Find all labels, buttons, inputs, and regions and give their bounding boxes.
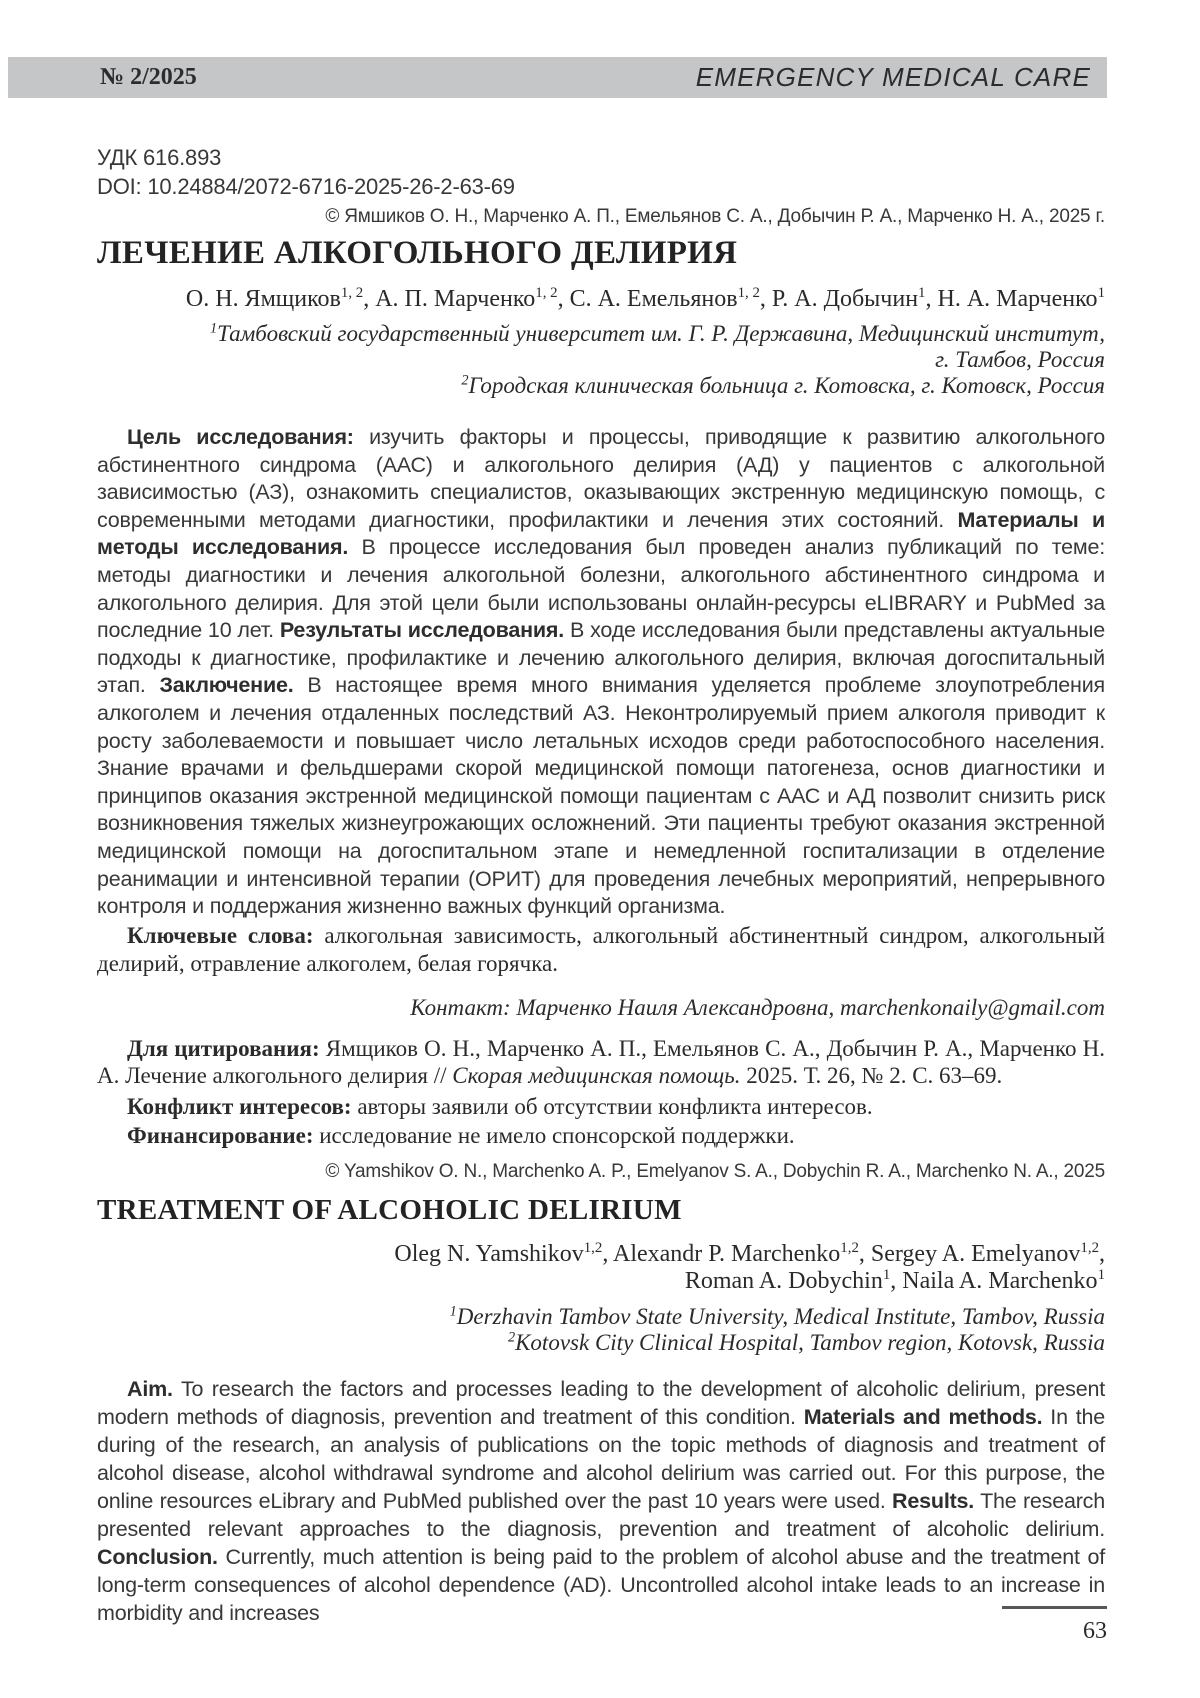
author: О. Н. Ямщиков bbox=[185, 286, 341, 312]
conflict-label: Конфликт интересов: bbox=[127, 1093, 352, 1119]
authors-en-line: Oleg N. Yamshikov$^{1,2}$, Alexandr P. Marchenko$^{1,2}$, Sergey A. Emelyanov$^{1,2}$, bbox=[394, 1239, 1105, 1267]
citation-label: Для цитирования: bbox=[127, 1035, 320, 1061]
contact-line: Контакт: Марченко Наиля Александровна, marchenkonaily@gmail.com bbox=[410, 994, 1105, 1020]
conflict-of-interest: Конфликт интересов: авторы заявили об отсутствии конфликта интересов. bbox=[127, 1093, 873, 1119]
author-affil-marker: 1 bbox=[1097, 1266, 1105, 1283]
affiliation-line: $^1$Тамбовский государственный университет им. Г. Р. Державина, Медицинский институт, bbox=[210, 320, 1105, 346]
affiliation-line: г. Тамбов, Россия bbox=[935, 347, 1105, 372]
author: Naila A. Marchenko bbox=[902, 1267, 1098, 1294]
doi-code: DOI: 10.24884/2072-6716-2025-26-2-63-69 bbox=[97, 174, 515, 199]
author: А. П. Марченко bbox=[375, 286, 536, 312]
author-affil-marker: 1,2 bbox=[1080, 1239, 1099, 1256]
author: Sergey A. Emelyanov bbox=[870, 1240, 1081, 1267]
abstract-section-label: Результаты исследования. bbox=[279, 618, 565, 643]
author: С. А. Емельянов bbox=[569, 286, 738, 312]
abstract-section-label: Conclusion. bbox=[97, 1544, 218, 1569]
authors-en bbox=[97, 1241, 1105, 1295]
abstract-section-label: Заключение. bbox=[159, 673, 294, 698]
journal-name: EMERGENCY MEDICAL CARE bbox=[695, 62, 1091, 92]
article-title-en: TREATMENT OF ALCOHOLIC DELIRIUM bbox=[97, 1193, 682, 1226]
authors-ru: О. Н. Ямщиков$^{1, 2}$, А. П. Марченко$^{1, 2}$, С. А. Емельянов$^{1, 2}$, Р. А. Добычин$^1$, Н. А. Марченко$^1$ bbox=[185, 285, 1105, 312]
abstract-section-label: Материалы и методы исследования. bbox=[97, 507, 1105, 560]
abstract-section-label: Results. bbox=[892, 1488, 975, 1513]
citation-ru: Для цитирования: Ямщиков О. Н., Марченко А. П., Емельянов С. А., Добычин Р. А., Марченко Н. А. Лечение алкогольного делирия // Скорая медицинская помощь. 2025. Т. 26, № 2. С. 63–69. bbox=[97, 1035, 1105, 1089]
author: Р. А. Добычин bbox=[771, 286, 919, 312]
keywords-ru: Ключевые слова: алкогольная зависимость, алкогольный абстинентный синдром, алкогольный делирий, отравление алкоголем, белая горячка. bbox=[97, 922, 1105, 976]
author-affil-marker: 1, 2 bbox=[737, 285, 760, 301]
funding-label: Финансирование: bbox=[127, 1123, 314, 1149]
author: Roman A. Dobychin bbox=[684, 1267, 883, 1294]
page-number: 63 bbox=[1083, 1618, 1107, 1644]
journal-title: Скорая медицинская помощь. bbox=[452, 1063, 741, 1089]
copyright-ru: © Ямшиков О. Н., Марченко А. П., Емельянов С. А., Добычин Р. А., Марченко Н. А., 2025 г. bbox=[325, 206, 1105, 227]
authors-en-line: Roman A. Dobychin$^1$, Naila A. Marchenko$^1$ bbox=[684, 1266, 1105, 1294]
keywords-label: Ключевые слова: bbox=[127, 922, 314, 948]
abstract-section-label: Aim. bbox=[127, 1376, 173, 1401]
author-affil-marker: 1,2 bbox=[840, 1239, 859, 1256]
copyright-en: © Yamshikov O. N., Marchenko A. P., Emelyanov S. A., Dobychin R. A., Marchenko N. A., 2025 bbox=[325, 1160, 1105, 1182]
author-affil-marker: 1,2 bbox=[583, 1239, 603, 1256]
affiliation-line: $^2$Городская клиническая больница г. Котовска, г. Котовск, Россия bbox=[461, 372, 1105, 398]
affiliations-ru bbox=[97, 321, 1105, 399]
author-affil-marker: 1 bbox=[918, 285, 926, 301]
article-title-ru: ЛЕЧЕНИЕ АЛКОГОЛЬНОГО ДЕЛИРИЯ bbox=[97, 235, 738, 271]
funding: Финансирование: исследование не имело спонсорской поддержки. bbox=[127, 1123, 795, 1149]
author-affil-marker: 1 bbox=[1097, 285, 1105, 301]
author-affil-marker: 1, 2 bbox=[340, 285, 364, 301]
footer-rule bbox=[1002, 1606, 1107, 1609]
affiliation-line: $^2$Kotovsk City Clinical Hospital, Tambov region, Kotovsk, Russia bbox=[507, 1329, 1105, 1355]
author: Alexandr P. Marchenko bbox=[613, 1240, 841, 1267]
affiliation-line: $^1$Derzhavin Tambov State University, Medical Institute, Tambov, Russia bbox=[449, 1303, 1105, 1329]
author-affil-marker: 1, 2 bbox=[535, 285, 558, 301]
abstract-section-label: Цель исследования: bbox=[127, 425, 354, 449]
author-affil-marker: 1 bbox=[882, 1266, 891, 1283]
author: Н. А. Марченко bbox=[937, 286, 1098, 312]
abstract-en: Aim. To research the factors and processes leading to the development of alcoholic delirium, present modern methods of diagnosis, prevention and treatment of this condition. Materials and methods. In the during of the research, an analysis of publications on the topic methods of diagnosis and treatment of alcohol disease, alcohol withdrawal syndrome and alcohol delirium was carried out. For this purpose, the online resources eLibrary and PubMed published over the past 10 years were used. Results. The research presented relevant approaches to the diagnosis, prevention and treatment of alcoholic delirium. Conclusion. Currently, much attention is being paid to the problem of alcohol abuse and the treatment of long-term consequences of alcohol dependence (AD). Uncontrolled alcohol intake leads to an increase in morbidity and increases bbox=[97, 1376, 1105, 1625]
abstract-ru: Цель исследования: изучить факторы и процессы, приводящие к развитию алкогольного абстинентного синдрома (ААС) и алкогольного делирия (АД) у пациентов с алкогольной зависимостью (АЗ), ознакомить специалистов, оказывающих экстренную медицинскую помощь, с современными методами диагностики, профилактики и лечения этих состояний. Материалы и методы исследования. В процессе исследования был проведен анализ публикаций по теме: методы диагностики и лечения алкогольной болезни, алкогольного абстинентного синдрома и алкогольного делирия. Для этой цели были использованы онлайн-ресурсы eLIBRARY и PubMed за последние 10 лет. Результаты исследования. В ходе исследования были представлены актуальные подходы к диагностике, профилактике и лечению алкогольного делирия, включая догоспитальный этап. Заключение. В настоящее время много внимания уделяется проблеме злоупотребления алкоголем и лечения отдаленных последствий АЗ. Неконтролируемый прием алкоголя приводит к росту заболеваемости и повышает число летальных исходов среди работоспособного населения. Знание врачами и фельдшерами скорой медицинской помощи патогенеза, основ диагностики и принципов оказания экстренной медицинской помощи пациентам с ААС и АД позволит снизить риск возникновения тяжелых жизнеугрожающих осложнений. Эти пациенты требуют оказания экстренной медицинской помощи на догоспитальном этапе и немедленной госпитализации в отделение реанимации и интенсивной терапии (ОРИТ) для проведения лечебных мероприятий, непрерывного контроля и поддержания жизненно важных функций организма. bbox=[97, 425, 1106, 919]
article-content bbox=[97, 0, 1105, 1627]
issue-number: № 2/2025 bbox=[100, 64, 197, 90]
author: Oleg N. Yamshikov bbox=[394, 1240, 584, 1267]
affiliations-en bbox=[97, 1304, 1105, 1356]
abstract-section-label: Materials and methods. bbox=[803, 1404, 1043, 1429]
udk-code: УДК 616.893 bbox=[97, 145, 222, 170]
